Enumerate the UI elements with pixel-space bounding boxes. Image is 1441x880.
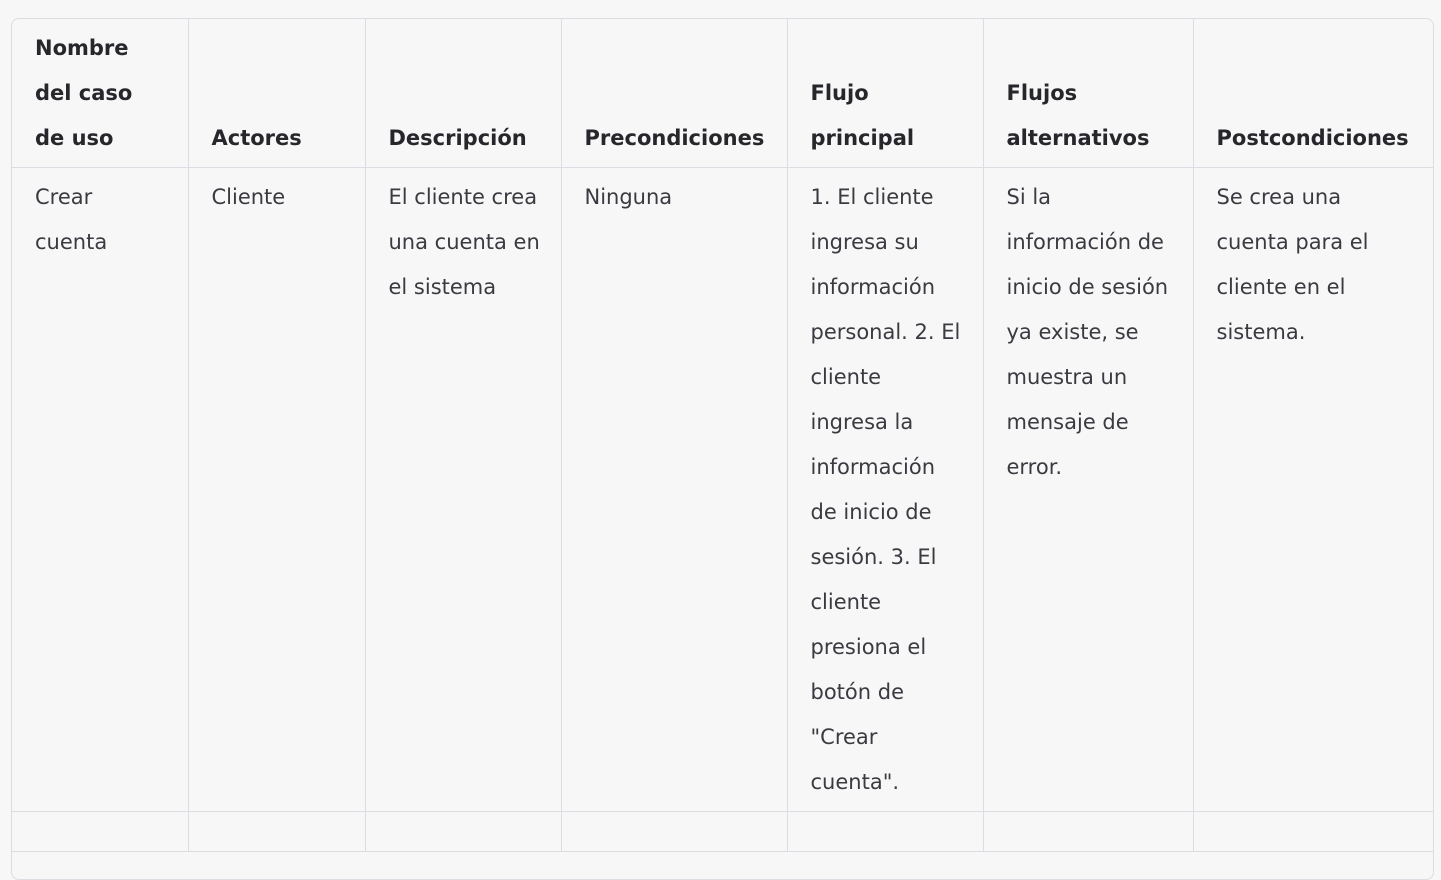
empty-cell xyxy=(561,812,787,852)
cell-use-case-name: Crear cuenta xyxy=(12,168,188,812)
cell-alternative-flows: Si la información de inicio de sesión ya existe, se muestra un mensaje de error. xyxy=(983,168,1193,812)
table-row xyxy=(12,168,1433,812)
header-actors: Actores xyxy=(188,19,365,168)
cell-preconditions: Ninguna xyxy=(561,168,787,812)
header-alternative-flows: Flujos alternativos xyxy=(983,19,1193,168)
header-postconditions: Postcondiciones xyxy=(1193,19,1433,168)
empty-cell xyxy=(365,812,561,852)
header-use-case-name: Nombre del caso de uso xyxy=(12,19,188,168)
empty-cell xyxy=(12,812,188,852)
cell-description: El cliente crea una cuenta en el sistema xyxy=(365,168,561,812)
table-container xyxy=(11,18,1434,880)
cell-main-flow: 1. El cliente ingresa su información personal. 2. El cliente ingresa la información de inicio de sesión. 3. El cliente presiona el botón de "Crear cuenta". xyxy=(787,168,983,812)
empty-cell xyxy=(1193,812,1433,852)
header-row xyxy=(12,19,1433,168)
header-main-flow: Flujo principal xyxy=(787,19,983,168)
table-body xyxy=(12,168,1433,852)
table-header xyxy=(12,19,1433,168)
header-preconditions: Precondiciones xyxy=(561,19,787,168)
use-case-table xyxy=(12,19,1433,852)
cell-postconditions: Se crea una cuenta para el cliente en el sistema. xyxy=(1193,168,1433,812)
empty-cell xyxy=(188,812,365,852)
header-description: Descripción xyxy=(365,19,561,168)
empty-cell xyxy=(787,812,983,852)
cell-actors: Cliente xyxy=(188,168,365,812)
table-row-partial xyxy=(12,812,1433,852)
empty-cell xyxy=(983,812,1193,852)
